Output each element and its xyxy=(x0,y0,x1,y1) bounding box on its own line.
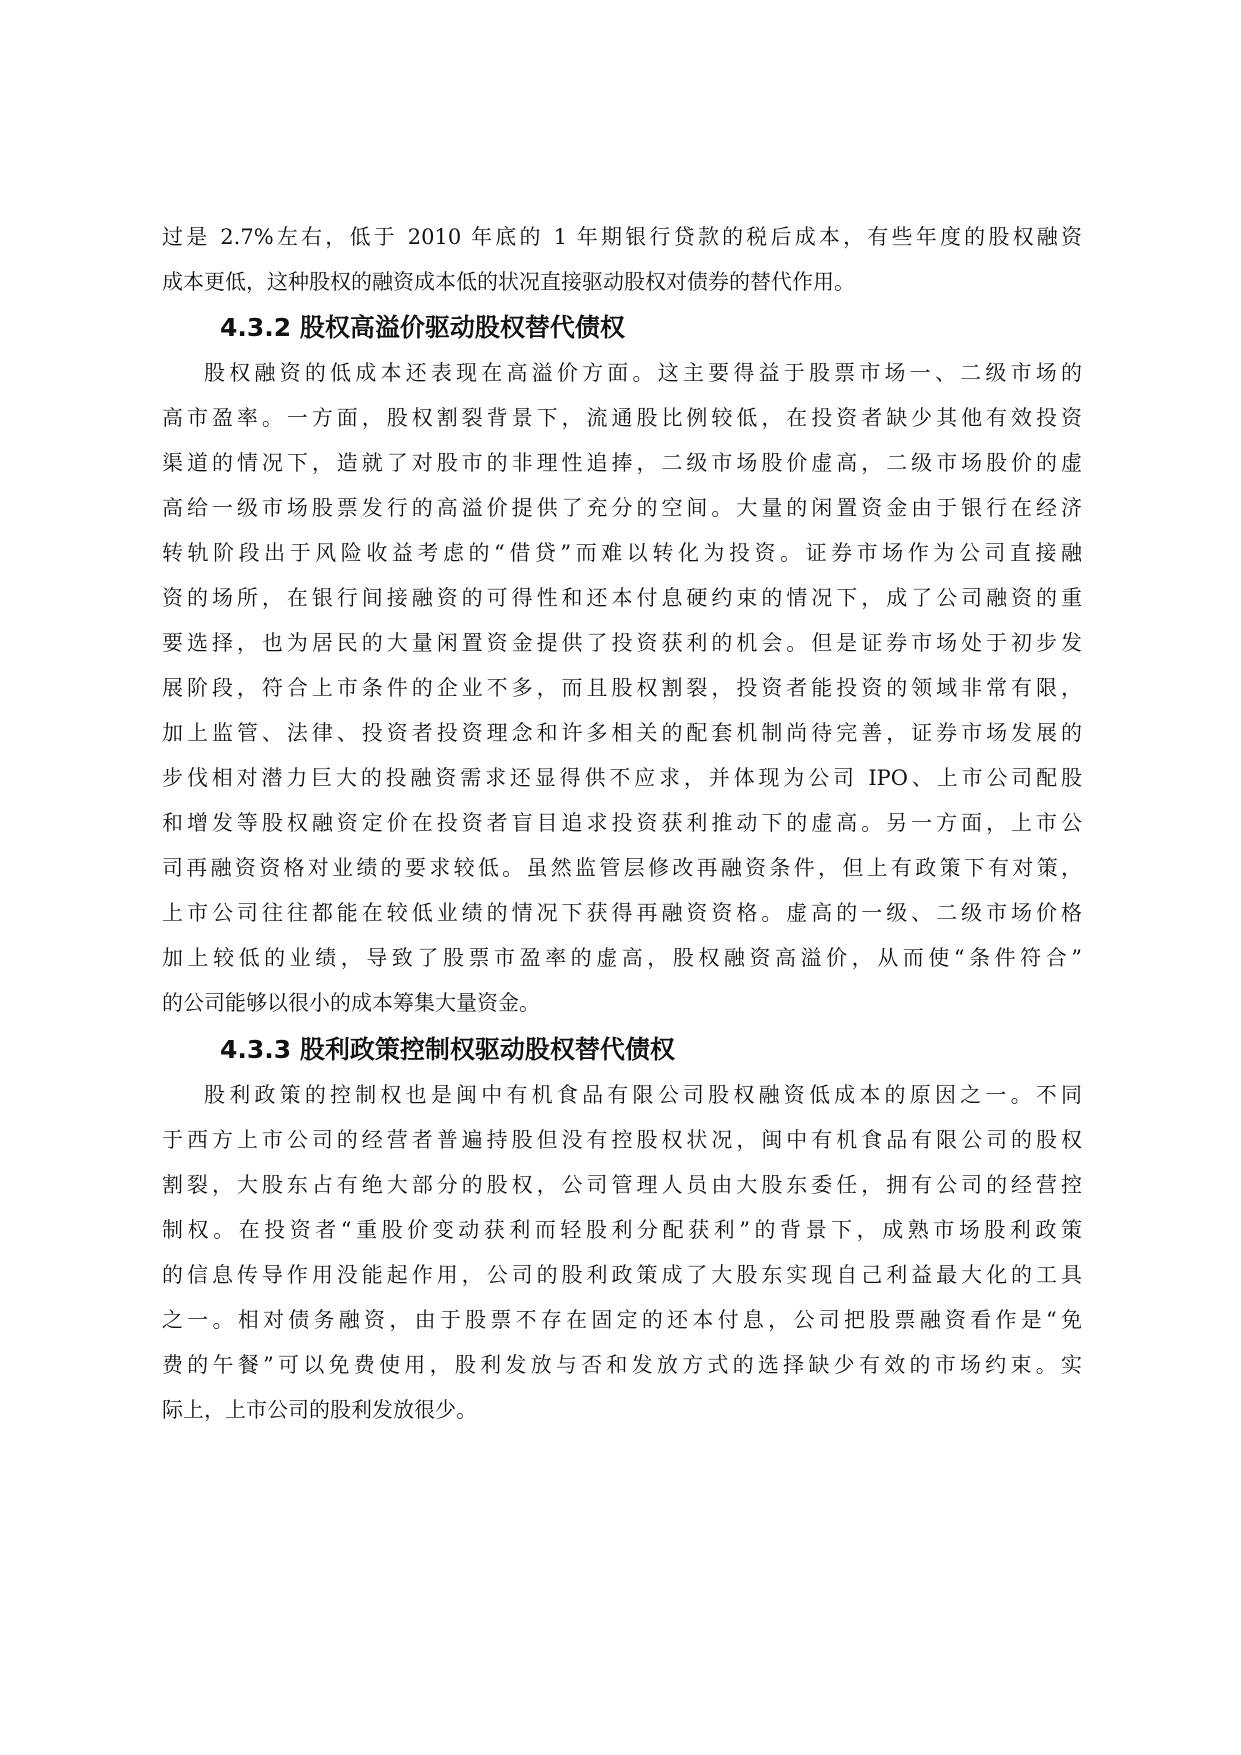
paragraph-line: 司再融资资格对业绩的要求较低。虽然监管层修改再融资条件，但上有政策下有对策， xyxy=(162,856,1082,880)
paragraph-line: 割裂，大股东占有绝大部分的股权，公司管理人员由大股东委任，拥有公司的经营控 xyxy=(162,1173,1082,1197)
paragraph-line: 际上，上市公司的股利发放很少。 xyxy=(162,1398,477,1422)
paragraph-line: 要选择，也为居民的大量闲置资金提供了投资获利的机会。但是证券市场处于初步发 xyxy=(162,631,1082,655)
paragraph-line: 转轨阶段出于风险收益考虑的“借贷”而难以转化为投资。证券市场作为公司直接融 xyxy=(162,541,1082,565)
paragraph-line: 渠道的情况下，造就了对股市的非理性追捧，二级市场股价虚高，二级市场股价的虚 xyxy=(162,451,1082,475)
paragraph-line: 和增发等股权融资定价在投资者盲目追求投资获利推动下的虚高。另一方面，上市公 xyxy=(162,811,1082,835)
paragraph-line: 之一。相对债务融资，由于股票不存在固定的还本付息，公司把股票融资看作是“免 xyxy=(162,1308,1082,1332)
section-heading-4-3-3: 4.3.3 股利政策控制权驱动股权替代债权 xyxy=(220,1035,675,1064)
paragraph-line: 资的场所，在银行间接融资的可得性和还本付息硬约束的情况下，成了公司融资的重 xyxy=(162,586,1082,610)
paragraph-line: 费的午餐”可以免费使用，股利发放与否和发放方式的选择缺少有效的市场约束。实 xyxy=(162,1353,1082,1377)
paragraph-line: 成本更低，这种股权的融资成本低的状况直接驱动股权对债券的替代作用。 xyxy=(162,270,855,294)
paragraph-line: 过是 2.7%左右，低于 2010 年底的 1 年期银行贷款的税后成本，有些年度的股权融资 xyxy=(162,225,1082,249)
paragraph-line: 股利政策的控制权也是闽中有机食品有限公司股权融资低成本的原因之一。不同 xyxy=(204,1083,1082,1107)
paragraph-line: 制权。在投资者“重股价变动获利而轻股利分配获利”的背景下，成熟市场股利政策 xyxy=(162,1218,1082,1242)
paragraph-line: 高给一级市场股票发行的高溢价提供了充分的空间。大量的闲置资金由于银行在经济 xyxy=(162,496,1082,520)
paragraph-line: 展阶段，符合上市条件的企业不多，而且股权割裂，投资者能投资的领域非常有限， xyxy=(162,676,1082,700)
paragraph-line: 上市公司往往都能在较低业绩的情况下获得再融资资格。虚高的一级、二级市场价格 xyxy=(162,901,1082,925)
paragraph-line: 加上较低的业绩，导致了股票市盈率的虚高，股权融资高溢价，从而使“条件符合” xyxy=(162,946,1082,970)
paragraph-line: 的公司能够以很小的成本筹集大量资金。 xyxy=(162,991,540,1015)
paragraph-line: 股权融资的低成本还表现在高溢价方面。这主要得益于股票市场一、二级市场的 xyxy=(204,361,1082,385)
paragraph-line: 的信息传导作用没能起作用，公司的股利政策成了大股东实现自己利益最大化的工具 xyxy=(162,1263,1082,1287)
paragraph-line: 步伐相对潜力巨大的投融资需求还显得供不应求，并体现为公司 IPO、上市公司配股 xyxy=(162,766,1082,790)
paragraph-line: 于西方上市公司的经营者普遍持股但没有控股权状况，闽中有机食品有限公司的股权 xyxy=(162,1128,1082,1152)
paragraph-line: 高市盈率。一方面，股权割裂背景下，流通股比例较低，在投资者缺少其他有效投资 xyxy=(162,406,1082,430)
section-heading-4-3-2: 4.3.2 股权高溢价驱动股权替代债权 xyxy=(220,313,625,342)
paragraph-line: 加上监管、法律、投资者投资理念和许多相关的配套机制尚待完善，证券市场发展的 xyxy=(162,721,1082,745)
